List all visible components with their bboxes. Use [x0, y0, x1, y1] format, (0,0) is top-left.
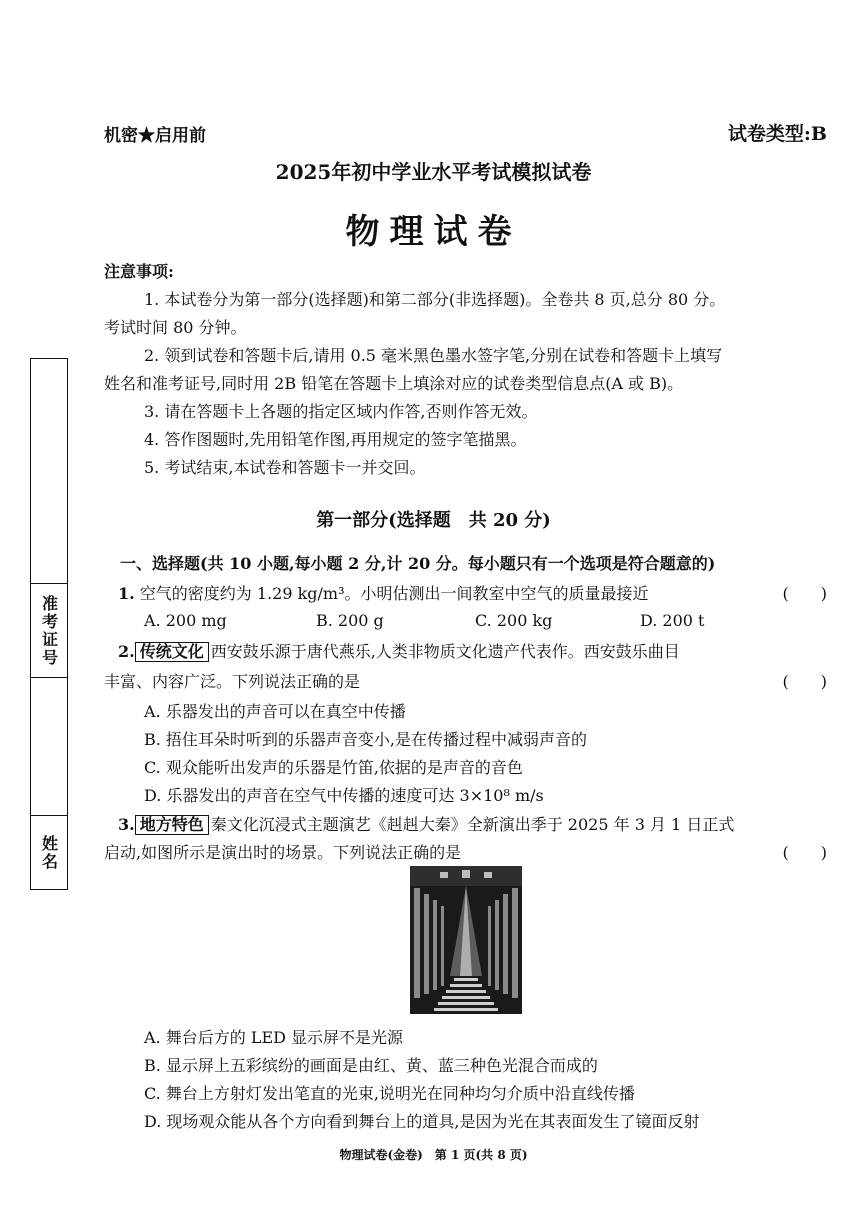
option-a: A. 舞台后方的 LED 显示屏不是光源 — [144, 1028, 404, 1047]
question-text: 空气的密度约为 1.29 kg/m³。小明估测出一间教室中空气的质量最接近 — [139, 584, 649, 603]
note-line: 2. 领到试卷和答题卡后,请用 0.5 毫米黑色墨水签字笔,分别在试卷和答题卡上填写 — [144, 346, 723, 365]
category-tag: 地方特色 — [135, 815, 209, 835]
question-text: 西安鼓乐源于唐代燕乐,人类非物质文化遗产代表作。西安鼓乐曲目 — [210, 642, 680, 661]
option-a: A. 200 mg — [144, 611, 227, 630]
note-line: 考试时间 80 分钟。 — [104, 318, 247, 337]
option-d: D. 200 t — [640, 611, 705, 630]
question-1-stem — [118, 581, 649, 604]
option-d: D. 乐器发出的声音在空气中传播的速度可达 3×10⁸ m/s — [144, 786, 544, 805]
divider — [31, 677, 67, 678]
question-number: 2. — [118, 642, 135, 661]
ticket-number-label: 准考证号 — [39, 595, 59, 667]
question-number: 1. — [118, 584, 135, 603]
note-line: 5. 考试结束,本试卷和答题卡一并交回。 — [144, 458, 426, 477]
note-line: 3. 请在答题卡上各题的指定区域内作答,否则作答无效。 — [144, 402, 538, 421]
section-one-title: 一、选择题(共 10 小题,每小题 2 分,计 20 分。每小题只有一个选项是符合题意的) — [120, 554, 716, 573]
category-tag: 传统文化 — [135, 642, 209, 662]
question-text: 秦文化沉浸式主题演艺《赳赳大秦》全新演出季于 2025 年 3 月 1 日正式 — [210, 815, 735, 834]
question-3-stem — [118, 812, 734, 835]
question-number: 3. — [118, 815, 135, 834]
name-label: 姓名 — [39, 835, 59, 871]
option-b: B. 显示屏上五彩缤纷的画面是由红、黄、蓝三种色光混合而成的 — [144, 1056, 598, 1075]
divider — [31, 583, 67, 584]
question-2-stem-cont: 丰富、内容广泛。下列说法正确的是 — [104, 672, 361, 691]
question-3-stem-cont: 启动,如图所示是演出时的场景。下列说法正确的是 — [104, 843, 462, 862]
answer-paren: ( ) — [782, 584, 827, 603]
page-footer: 物理试卷(金卷) 第 1 页(共 8 页) — [339, 1148, 528, 1162]
subject-title: 物理试卷 — [345, 212, 522, 252]
option-c: C. 200 kg — [475, 611, 553, 630]
option-a: A. 乐器发出的声音可以在真空中传播 — [144, 702, 406, 721]
paper-type-label: 试卷类型:B — [727, 123, 827, 145]
notes-heading: 注意事项: — [104, 262, 174, 281]
option-b: B. 200 g — [316, 611, 384, 630]
answer-paren: ( ) — [782, 843, 827, 862]
note-line: 1. 本试卷分为第一部分(选择题)和第二部分(非选择题)。全卷共 8 页,总分 80 分。 — [144, 290, 726, 309]
candidate-info-strip — [30, 358, 68, 890]
stage-photo — [410, 866, 522, 1014]
note-line: 4. 答作图题时,先用铅笔作图,再用规定的签字笔描黑。 — [144, 430, 527, 449]
exam-title: 2025年初中学业水平考试模拟试卷 — [275, 160, 592, 184]
option-b: B. 捂住耳朵时听到的乐器声音变小,是在传播过程中减弱声音的 — [144, 730, 588, 749]
part-one-title: 第一部分(选择题 共 20 分) — [316, 510, 551, 531]
note-line: 姓名和准考证号,同时用 2B 铅笔在答题卡上填涂对应的试卷类型信息点(A 或 B)。 — [104, 374, 684, 393]
option-c: C. 观众能听出发声的乐器是竹笛,依据的是声音的音色 — [144, 758, 523, 777]
divider — [31, 815, 67, 816]
option-c: C. 舞台上方射灯发出笔直的光束,说明光在同种均匀介质中沿直线传播 — [144, 1084, 635, 1103]
option-d: D. 现场观众能从各个方向看到舞台上的道具,是因为光在其表面发生了镜面反射 — [144, 1112, 700, 1131]
answer-paren: ( ) — [782, 672, 827, 691]
confidential-label: 机密★启用前 — [104, 126, 206, 146]
question-2-stem — [118, 639, 680, 662]
